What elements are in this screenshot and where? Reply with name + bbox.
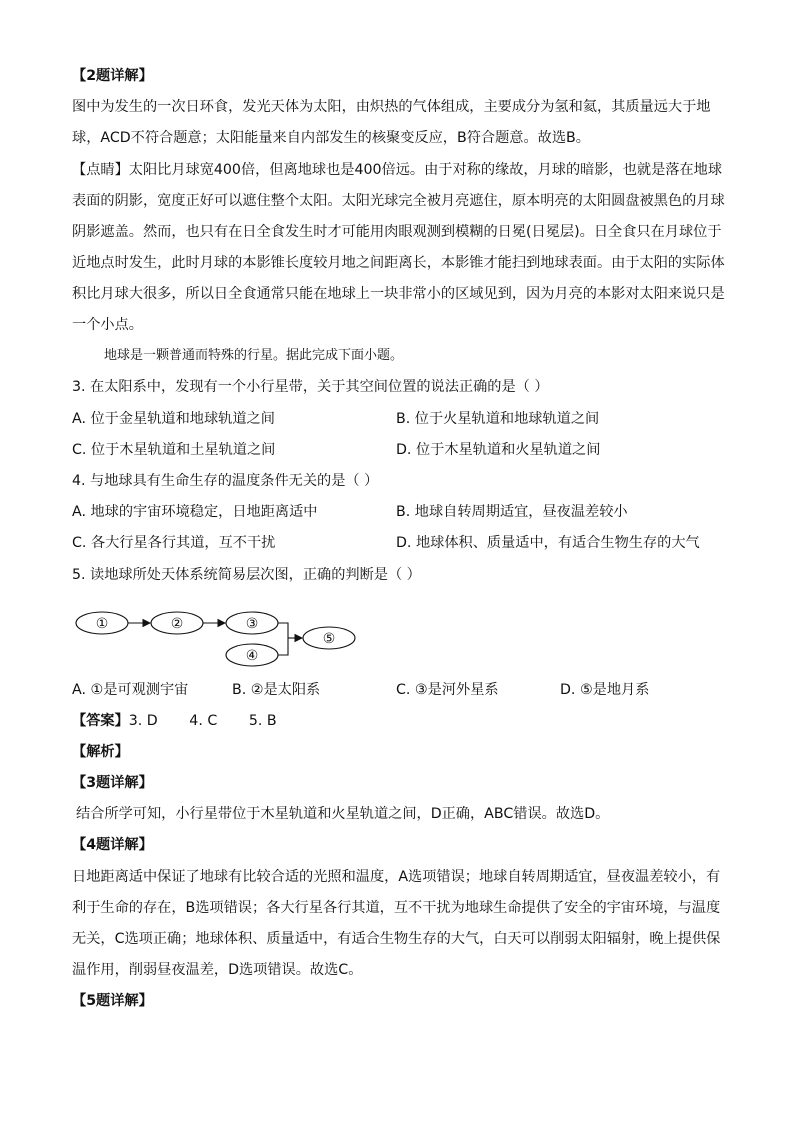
q2-detail-line-2: 球，ACD不符合题意；太阳能量来自内部发生的核聚变反应，B符合题意。故选B。 bbox=[72, 130, 590, 146]
tip-line-6: 一个小点。 bbox=[72, 317, 143, 333]
q3-option-b: B. 位于火星轨道和地球轨道之间 bbox=[396, 411, 600, 427]
diagram-label-3: ③ bbox=[245, 616, 259, 632]
diagram-bracket bbox=[278, 623, 288, 655]
answer-label: 【答案】 bbox=[72, 713, 129, 729]
q5-option-b: B. ②是太阳系 bbox=[232, 682, 321, 698]
q5-option-c: C. ③是河外星系 bbox=[396, 682, 499, 698]
q3-detail-header: 【3题详解】 bbox=[72, 775, 153, 791]
tip-line-5: 积比月球大很多，所以日全食通常只能在地球上一块非常小的区域见到，因为月亮的本影对太阳来说只是 bbox=[72, 286, 725, 302]
q5-option-d: D. ⑤是地月系 bbox=[560, 682, 650, 698]
diagram-label-5: ⑤ bbox=[322, 631, 336, 647]
q2-detail-header: 【2题详解】 bbox=[72, 68, 153, 84]
q4-detail-line-2: 利于生命的存在，B选项错误；各大行星各行其道，互不干扰为地球生命提供了安全的宇宙环境，与温度 bbox=[72, 900, 721, 916]
q3-detail-line: 结合所学可知，小行星带位于木星轨道和火星轨道之间，D正确，ABC错误。故选D。 bbox=[76, 806, 610, 822]
q2-detail-line-1: 图中为发生的一次日环食，发光天体为太阳，由炽热的气体组成，主要成分为氢和氦，其质量远大于地 bbox=[72, 99, 711, 115]
celestial-system-diagram bbox=[72, 604, 362, 670]
tip-line-1: 【点睛】太阳比月球宽400倍，但离地球也是400倍远。由于对称的缘故，月球的暗影，也就是落在地球 bbox=[72, 162, 723, 178]
answer-text: 3. D 4. C 5. B bbox=[128, 713, 277, 729]
q4-option-c: C. 各大行星各行其道，互不干扰 bbox=[72, 535, 276, 551]
tip-line-4: 近地点时发生，此时月球的本影锥长度较月地之间距离长，本影锥才能扫到地球表面。由于太阳的实际体 bbox=[72, 255, 725, 271]
q3-option-d: D. 位于木星轨道和火星轨道之间 bbox=[396, 442, 601, 458]
q5-detail-header: 【5题详解】 bbox=[72, 993, 153, 1009]
q4-detail-line-3: 无关，C选项正确；地球体积、质量适中，有适合生物生存的大气，白天可以削弱太阳辐射，晚上提供保 bbox=[72, 931, 721, 947]
q4-option-b: B. 地球自转周期适宜，昼夜温差较小 bbox=[396, 504, 628, 520]
answer-line bbox=[72, 711, 277, 731]
q3-option-c: C. 位于木星轨道和土星轨道之间 bbox=[72, 442, 276, 458]
q3-option-a: A. 位于金星轨道和地球轨道之间 bbox=[72, 411, 275, 427]
question-group-intro: 地球是一颗普通而特殊的行星。据此完成下面小题。 bbox=[104, 348, 404, 363]
tip-line-3: 阴影遮盖。然而，也只有在日全食发生时才可能用肉眼观测到模糊的日冕(日冕层)。日全食只在月球位于 bbox=[72, 224, 722, 240]
q3-stem: 3. 在太阳系中，发现有一个小行星带，关于其空间位置的说法正确的是（ ） bbox=[72, 379, 549, 395]
diagram-label-2: ② bbox=[170, 616, 184, 632]
q5-option-a: A. ①是可观测宇宙 bbox=[72, 682, 189, 698]
q4-option-a: A. 地球的宇宙环境稳定，日地距离适中 bbox=[72, 504, 318, 520]
analysis-header: 【解析】 bbox=[72, 744, 129, 760]
q4-detail-header: 【4题详解】 bbox=[72, 837, 153, 853]
q5-stem: 5. 读地球所处天体系统简易层次图，正确的判断是（ ） bbox=[72, 567, 421, 583]
q4-detail-line-4: 温作用，削弱昼夜温差，D选项错误。故选C。 bbox=[72, 962, 363, 978]
diagram-label-1: ① bbox=[95, 616, 109, 632]
q4-stem: 4. 与地球具有生命生存的温度条件无关的是（ ） bbox=[72, 473, 379, 489]
diagram-label-4: ④ bbox=[245, 648, 259, 664]
q4-detail-line-1: 日地距离适中保证了地球有比较合适的光照和温度，A选项错误；地球自转周期适宜，昼夜温差较小，有 bbox=[72, 869, 721, 885]
q4-option-d: D. 地球体积、质量适中，有适合生物生存的大气 bbox=[396, 535, 700, 551]
tip-line-2: 表面的阴影，宽度正好可以遮住整个太阳。太阳光球完全被月亮遮住，原本明亮的太阳圆盘被黑色的月球 bbox=[72, 193, 725, 209]
